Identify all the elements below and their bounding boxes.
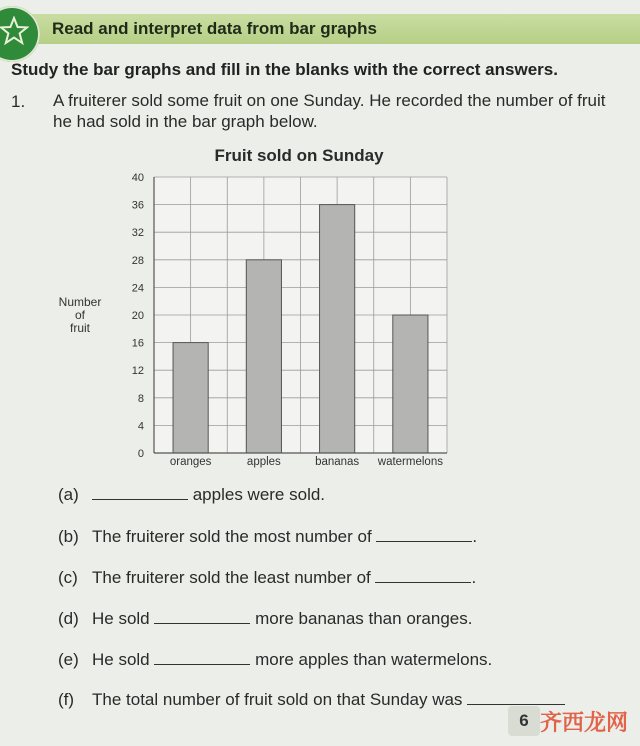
question-text-before: He sold xyxy=(92,609,155,628)
question-number: 1. xyxy=(11,92,26,111)
bar-bananas xyxy=(320,205,355,453)
answer-blank[interactable] xyxy=(154,609,250,624)
y-tick-label: 8 xyxy=(137,392,144,405)
answer-blank[interactable] xyxy=(375,568,471,583)
question-text-after: more apples than watermelons. xyxy=(250,650,493,669)
question-text-before: The fruiterer sold the least number of xyxy=(92,568,376,587)
chart-title: Fruit sold on Sunday xyxy=(214,146,384,165)
y-tick-label: 28 xyxy=(131,254,144,267)
bar-oranges xyxy=(173,343,208,453)
question-item xyxy=(58,527,477,547)
question-letter: (f) xyxy=(58,690,75,709)
y-tick-label: 4 xyxy=(137,420,144,433)
question-text-after: . xyxy=(472,527,478,546)
page-number: 6 xyxy=(508,706,540,736)
question-letter: (e) xyxy=(58,650,79,669)
y-tick-label: 32 xyxy=(131,227,144,240)
instructions: Study the bar graphs and fill in the blanks with the correct answers. xyxy=(11,60,558,79)
y-tick-label: 12 xyxy=(131,365,144,378)
answer-blank[interactable] xyxy=(92,485,188,500)
y-axis-label-line: of xyxy=(74,308,85,322)
y-tick-label: 20 xyxy=(131,310,144,322)
watermark-text: 齐西龙网 xyxy=(540,710,629,735)
x-tick-label: apples xyxy=(246,456,281,468)
x-tick-label: watermelons xyxy=(377,456,443,468)
question-text-before: The total number of fruit sold on that Sunday was xyxy=(92,690,468,709)
question-text-after: apples were sold. xyxy=(188,485,326,504)
question-item xyxy=(58,690,565,710)
question-text-before: The fruiterer sold the most number of xyxy=(92,527,377,546)
section-title: Read and interpret data from bar graphs xyxy=(52,19,377,38)
y-axis-label-line: fruit xyxy=(69,321,90,335)
watermark-logo xyxy=(540,706,628,737)
question-letter: (b) xyxy=(58,527,79,546)
question-letter: (a) xyxy=(58,485,79,504)
bar-watermelons xyxy=(393,315,428,453)
y-tick-label: 36 xyxy=(131,199,144,212)
y-axis-label-line: Number xyxy=(58,295,102,309)
question-item xyxy=(58,568,476,588)
question-text-after: more bananas than oranges. xyxy=(250,609,473,628)
question-item xyxy=(58,650,492,670)
question-letter: (c) xyxy=(58,568,78,587)
x-tick-label: oranges xyxy=(169,456,212,468)
question-item xyxy=(58,609,472,629)
question-item xyxy=(58,485,325,505)
answer-blank[interactable] xyxy=(376,527,472,542)
y-tick-label: 40 xyxy=(131,172,144,184)
question-text-after: . xyxy=(471,568,477,587)
y-tick-label: 24 xyxy=(131,282,144,295)
answer-blank[interactable] xyxy=(154,650,250,665)
y-tick-label: 16 xyxy=(131,337,144,350)
question-text-before: He sold xyxy=(92,650,155,669)
x-tick-label: bananas xyxy=(315,456,360,468)
bar-apples xyxy=(246,260,281,453)
y-tick-label: 0 xyxy=(137,448,144,460)
question-letter: (d) xyxy=(58,609,79,628)
question-text: A fruiterer sold some fruit on one Sunday. He recorded the number of fruit he had sold in the bar graph below. xyxy=(53,91,606,131)
answer-blank[interactable] xyxy=(467,690,565,705)
